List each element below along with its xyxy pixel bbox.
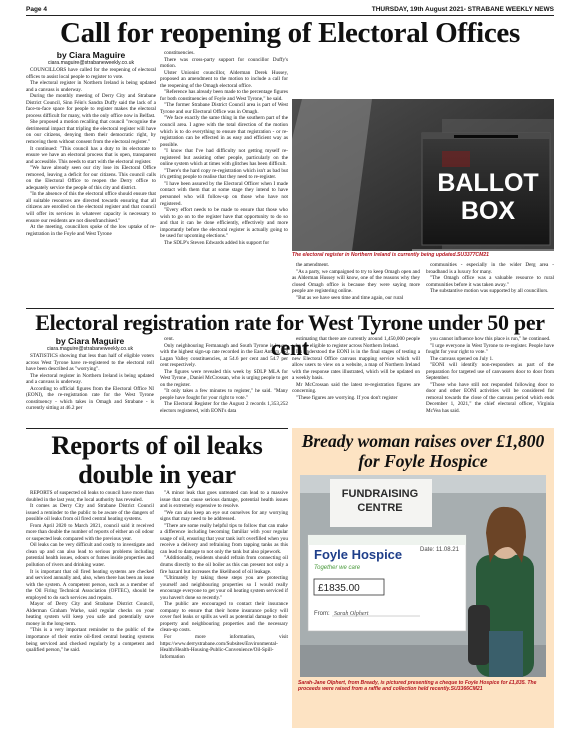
article1-col1 [26,67,156,308]
paragraph: Mr McCrossan said the latest re-registration figures are concerning. [292,381,420,395]
ballot-box-text: BALLOT BOX [437,169,539,225]
paragraph: communities - especially in the wider Derg area - broadband is a luxury for many. [426,262,554,275]
paragraph: "We face exactly the same thing in the southern part of the council area. I agree with the total direction of the motion which is to do everything to ensure that registration - or re-registration can be effected in as easy and efficient way as possible. [160,115,288,148]
paragraph: It continued: "This council has a duty to its electorate to ensure we have an electoral process that is open, transparent and accessible. This needs to start with the electoral register. [26,145,156,165]
paragraph: the amendment. [296,262,330,268]
paragraph: constituencies. [164,50,195,56]
paragraph: The electoral register in Northern Ireland is being updated and a canvass is underway. [26,372,154,386]
article2-col3 [292,336,420,427]
article1-col3 [292,262,420,308]
cheque-amount: £1835.00 [318,583,360,594]
paragraph: cent. [164,336,174,342]
cheque-date-label: Date: [420,547,435,553]
paragraph: "Every effort needs to be made to ensure that those who wish to go on to the register have that opportunity to do so and that it can be done efficiently, effectively and more importantly before the electoral register is actually going to be used for upcoming elections." [160,207,288,240]
cheque-presentation-photo [300,475,546,677]
headline-electoral-offices: Call for reopening of Electoral Offices [60,17,520,49]
paragraph: "I have been assured by the Electoral Officer when I made contact with them that at some stage they intend to have personnel who will follow-up on those who have not registered. [160,180,288,207]
paragraph: "Reference has already been made to the percentage figures for both constituencies of Foyle and West Tyrone," he said. [160,89,288,102]
paragraph: "As a party, we campaigned to try to keep Omagh open and as Alderman Hussey will know, one of the reasons why they closed Omagh office is because they were saying more people are registering online. [292,268,420,295]
paragraph: According to official figures from the Electoral Office NI (EONI), the re-registration rate for the West Tyrone constituency - which takes in Omagh and Strabane - is currently sitting at 46.2 per [26,385,154,412]
article2-col2 [160,336,288,427]
hospice-name: Foyle Hospice [314,547,403,562]
paragraph: Ulster Unionist councillor, Alderman Derek Hussey, proposed an amendment to the motion to include a call for the reopening of the Omagh electoral office. [160,69,288,89]
cheque-date-value: 11.08.21 [436,547,459,553]
byline: by Ciara Maguire [55,336,125,346]
paragraph: "I know that I've had difficulty not getting myself re-registered but assisting other people, particularly on the online system which at times with glitches has been difficult. [160,148,288,168]
article2-col1 [26,353,154,427]
paragraph: It's understood the EONI is in the final stages of testing a new Electoral Office canvass mapping service which will allow users to view on a website, a map of Northern Ireland with the response rates illustrated, which will be updated on a weekly basis. [292,349,420,382]
paragraph: COUNCILLORS have called for the reopening of electoral offices to assist local people to register to vote. [26,67,156,80]
headline-registration-rate: Electoral registration rate for West Tyrone under 50 per cent [35,310,545,360]
article3-col2 [160,490,288,730]
paragraph: Oil leaks can be very difficult and costly to investigate and clean up and can also lead to serious problems including potential health issues, odours or fumes inside properties and pollution of rivers and drinking water. [26,542,154,569]
page-header [26,4,554,16]
ballot-box-photo [292,99,554,251]
paragraph: "The Omagh office was a valuable resource to rural communities before it was taken away." [426,275,554,288]
paragraph: The canvass opened on July 1. [430,355,494,362]
headline-bready-woman: Bready woman raises over £1,800 for Foyle Hospice [301,431,545,471]
paragraph: The public are encouraged to contact their insurance company to ensure that their home insurance policy will cover fuel leaks or spills as well as potential damage to their property and neighbouring properties and the necessary clean-up costs. [160,601,288,634]
hospice-tagline: Together we care [314,565,361,571]
byline: by Ciara Maguire [56,50,126,60]
paragraph: "A minor leak that goes untreated can lead to a massive issue that can cause serious damage, potential health issues and is extremely expensive to resolve. [160,490,288,510]
byline-email: ciara.maguire@strabaneweekly.co.uk [47,60,135,66]
byline-email: ciara.maguire@strabaneweekly.co.uk [46,346,134,352]
sign-fundraising-text: FUNDRAISING CENTRE [341,488,419,514]
paragraph: "These figures are worrying. If you don't register [296,394,398,401]
paragraph: REPORTS of suspected oil leaks to council have more than doubled in the last year, the local authority has revealed. [26,490,154,503]
cheque-presentation-illustration [300,475,546,677]
paragraph: She proposed a motion recalling that council "recognise the detrimental impact that tripling the electoral register will have on our citizens, denying them their democratic right, by removing them without consent from the electoral register." [26,119,156,146]
ballot-photo-caption: The electoral register in Northern Ireland is currently being updated.SU3377CM21 [292,252,490,258]
paragraph: STATISTICS showing that less than half of eligible voters across West Tyrone have re-registered to the electoral roll have been described as "worrying". [26,353,154,373]
paragraph: "Additionally, residents should refrain from connecting oil drums directly to the oil boiler as this can present not only a fire hazard but increases the likelihood of oil leakage. [160,555,288,575]
paragraph: The electoral register in Northern Ireland is being updated and a canvass is underway. [26,80,156,93]
paragraph: For more information, visit https://www.derrystrabane.com/Subsites/Environmental-Health/Health-Housing-Public-Convenience/Oil-Spill-Information [160,634,288,660]
paragraph: "This is a very important reminder to the public of the importance of their entire oil-fired central heating systems being serviced and checked regularly by a competent and qualified person," he said. [26,627,154,654]
bready-photo-caption: Sarah-Jane Olphert, from Bready, is pictured presenting a cheque to Foyle Hospice for £1,835. The proceeds were raised from a raffle and collection held recently.SU3366CM21 [298,680,537,692]
headline-oil-leaks: Reports of oil leaks double in year [51,430,263,489]
paragraph: The substantive motion was supported by all councillors. [430,288,549,295]
paragraph: "But as we have seen time and time again, our rural [296,294,404,301]
paragraph: "In the absence of this the electoral office should ensure that all suitable resources are directed towards ensuring that all citizens are enrolled on the electoral register and that council will offer its services in whatever capacity is necessary to ensure our residents are not disenfranchised." [26,191,156,224]
paragraph: "Those who have still not responded following door to door and other EONI activities will be considered for removal towards the close of the canvass period which ends December 1, 2021," the chief electoral officer, Virginia McVea has said. [426,381,554,415]
paragraph: The figures were revealed this week by SDLP MLA for West Tyrone , Daniel McCrossan, who is urging people to get on the register. [160,368,288,388]
page-number: Page 4 [26,6,47,13]
bready-story-box [292,428,554,728]
paragraph: At the meeting, councillors spoke of the low uptake of re-registration in the Foyle and West Tyrone [26,224,156,237]
article3-col1 [26,490,154,730]
divider [26,308,554,309]
paragraph: From April 2020 to March 2021, council said it received more than double the number of reports of either an oil odour or suspected leak compared with the previous year. [26,522,154,542]
paragraph: Mayor of Derry City and Strabane District Council, Alderman Graham Warke, said regular checks on your heating system will keep you safe and potentially save money in the long-term. [26,601,154,627]
paragraph: Only neighbouring Fermanagh and South Tyrone is lower, with the highest sign-up rate recorded in the East Antrim and Lagan Valley constituencies, at 54.6 per cent and 54.7 per cent respectively. [160,342,288,369]
paragraph: you cannot influence how this place is run," he continued. [430,336,551,342]
paragraph: "We can also keep an eye out ourselves for any worrying signs that may need to be addressed. [160,509,288,523]
paragraph: "There's the hard copy re-registration which isn't as bad but it's getting people to realise that they need to re-register. [160,167,288,181]
divider [26,428,288,429]
paragraph: "I urge everyone in West Tyrone to re-register. People have fought for your right to vote." [426,342,554,356]
paragraph: "EONI will identify non-responders as part of the preparation for targeted use of canvassers door to door from September. [426,362,554,382]
paragraph: estimating that there are currently around 1,450,000 people who are eligible to register across Northern Ireland. [292,336,420,349]
cheque-from-label: From: [314,611,330,617]
paragraph: It comes as Derry City and Strabane District Council issued a reminder to the public to be aware of the dangers of possible oil leaks from oil fired central heating systems. [26,503,154,523]
paragraph: "Ultimately by taking these steps you are protecting yourself and neighbouring properties so I would really encourage everyone to get your oil heating system serviced if you haven't done so recently." [160,575,288,601]
article1-col4 [426,262,554,308]
paragraph: "There are some really helpful tips to follow that can make a difference including becoming familiar with your regular usage of oil, ensuring that your tank isn't overfilled when you receive a delivery and refraining from tapping tanks as this can lead to damage to not only the tank but also pipework. [160,522,288,555]
ballot-box-illustration [292,99,554,251]
paragraph: The SDLP's Steven Edwards added his support for [164,239,270,246]
paragraph: The Electoral Register for the August 2 records 1,353,252 electors registered, with EONI's data [160,401,288,415]
paragraph: There was cross-party support for councillor Duffy's motion. [160,56,288,70]
paragraph: "The former Strabane District Council area is part of West Tyrone and our Electoral Office was in Omagh. [160,102,288,115]
cheque-from-value: Sarah Olphert [334,611,369,617]
issue-date: THURSDAY, 19th August 2021- STRABANE WEEKLY NEWS [371,6,554,13]
paragraph: "We have already seen our city lose its Electoral Office removed, leaving a deficit for our citizens. This council calls on the Electoral Office to reopen the Derry office to adequately service the people of this city and district. [26,165,156,191]
article2-col4 [426,336,554,427]
article1-col2 [160,50,288,308]
paragraph: It is important that oil fired heating systems are checked and serviced annually and, also, when there has been an issue with the system. A competent person, such as a member of the Oil Firing Technical Association (OFTEC), should be employed to do such services and repairs. [26,568,154,601]
paragraph: During the monthly meeting of Derry City and Strabane District Council, Sinn Féin's Sandra Duffy said the lack of a face-to-face space for people to register makes the electoral process difficult for many, with the only office now in Belfast. [26,93,156,119]
paragraph: "It only takes a few minutes to register," he said. "Many people have fought for your right to vote." [160,388,288,401]
